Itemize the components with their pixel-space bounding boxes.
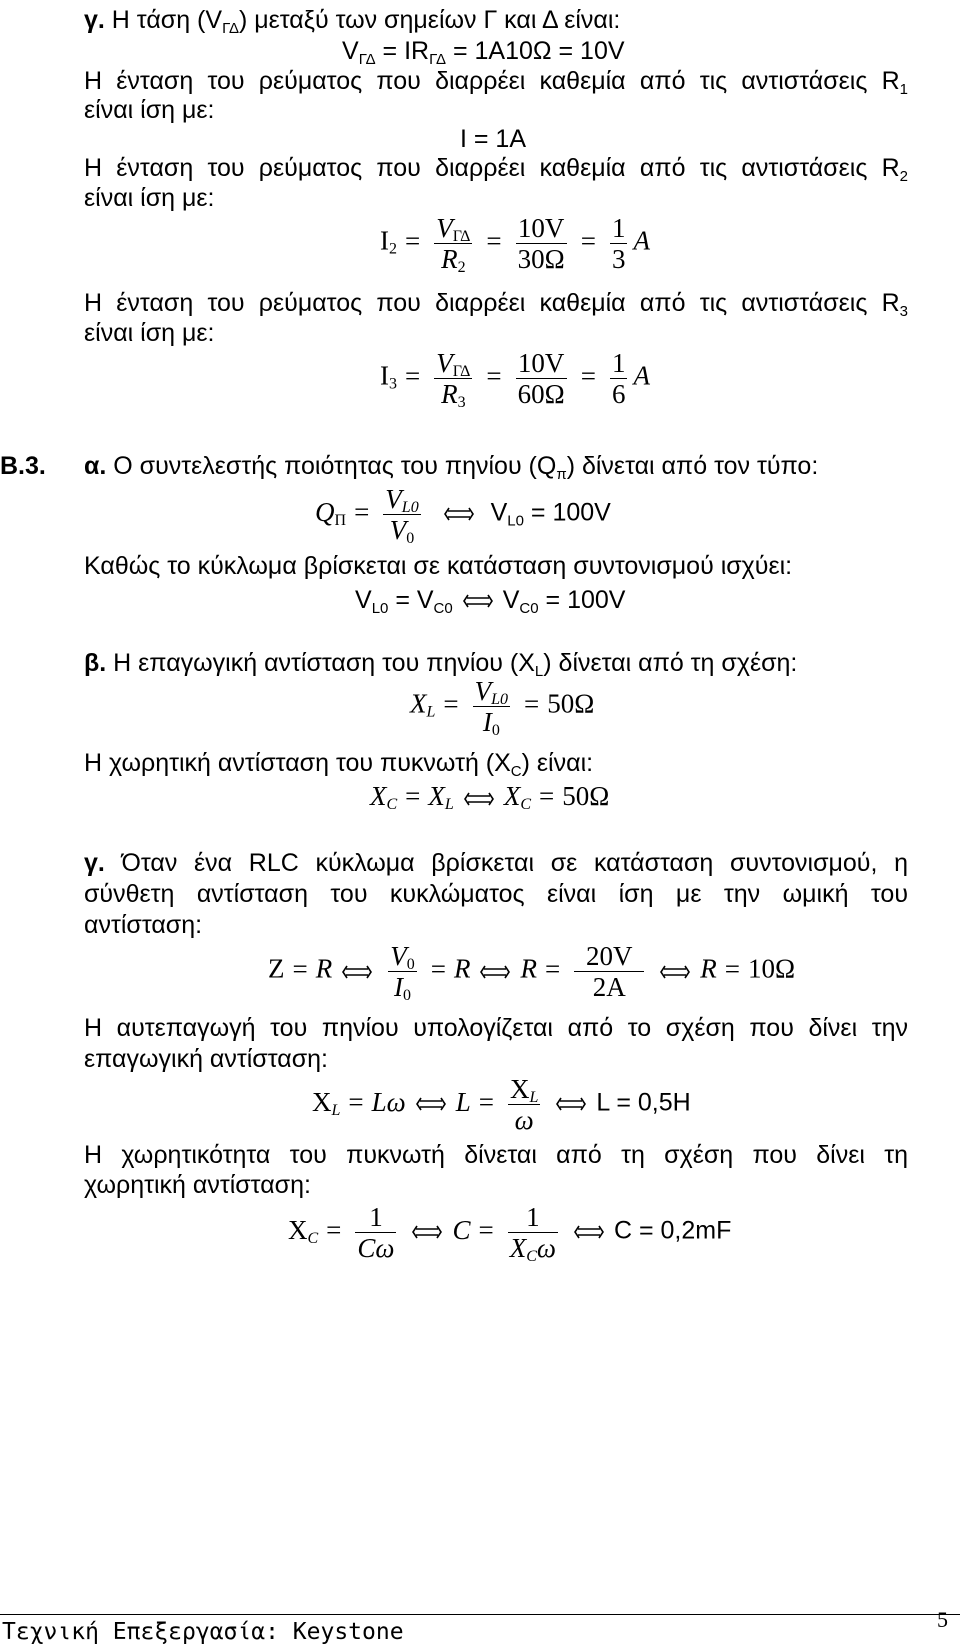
double-arrow-icon [412,1224,442,1240]
double-arrow-icon [444,506,474,522]
double-arrow-icon [416,1096,446,1112]
inductance-text-2: επαγωγική αντίσταση: [84,1045,328,1073]
double-arrow-icon [574,1224,604,1240]
fraction: $\frac{20V}{2A}$ [574,941,644,1002]
page-number: 5 [937,1607,948,1632]
equation-i1: I = 1A [460,125,527,153]
double-arrow-icon [480,964,510,980]
title-line: γ. Η τάση $(V_{\Gamma\Delta})$ μεταξύ των σημείων Γ και Δ είναι: [84,6,621,37]
paragraph-r3: Η ένταση του ρεύματος που διαρρέει καθεμία από τις αντιστάσεις $R_3$ [84,289,908,320]
fraction: $\frac{1}{3}$ [611,213,626,274]
footer-rule [0,1614,960,1615]
item-marker: α. [84,452,107,480]
fraction: $\frac{10V}{30\Omega}$ [517,213,565,274]
beta-line: β. Η επαγωγική αντίσταση του πηνίου $(X_L)$ δίνεται από τη σχέση: [84,649,798,680]
fraction: $\frac{V_{L0}}{V_0}$ [385,484,419,547]
double-arrow-icon [463,593,493,609]
double-arrow-icon [342,964,372,980]
equation-i2: $I_2$ = $\frac{V_{\Gamma\Delta}}{R_2}$ = $\frac{10V}{30\Omega}$ = $\frac{1}{3}$ A [380,213,650,276]
capacitive-text: Η χωρητική αντίσταση του πυκνωτή $(X_C)$ είναι: [84,749,594,780]
paragraph-r2: Η ένταση του ρεύματος που διαρρέει καθεμία από τις αντιστάσεις $R_2$ [84,154,908,185]
fraction: $\frac{10V}{60\Omega}$ [517,348,565,409]
resonance-text: Καθώς το κύκλωμα βρίσκεται σε κατάσταση συντονισμού ισχύει: [84,552,793,580]
equation-xc: $X_C = X_L$ $X_C = 50\Omega$ [370,781,610,813]
gamma-line-3: αντίσταση: [84,911,203,939]
equation-i3: $I_3$ = $\frac{V_{\Gamma\Delta}}{R_3}$ = $\frac{10V}{60\Omega}$ = $\frac{1}{6}$ A [380,348,650,411]
paragraph-r1: Η ένταση του ρεύματος που διαρρέει καθεμία από τις αντιστάσεις $R_1$ [84,67,908,98]
paragraph-r1-cont: είναι ίση με: [84,96,215,124]
item-marker: γ. [84,849,105,877]
footer-credit: Τεχνική Επεξεργασία: Keystone [2,1619,404,1645]
equation-c: $X_C$ = $\frac{1}{C\omega}$ C = $\frac{1}{X_C\omega}$ C = 0,2mF [288,1202,732,1265]
fraction: $\frac{1}{X_C\omega}$ [509,1202,556,1265]
equation-z: Z = R $\frac{V_0}{I_0}$ = R R = $\frac{20V}{2A}$ R = 10Ω [268,941,796,1004]
section-label: Β.3. [0,452,46,480]
double-arrow-icon [660,964,690,980]
equation-v-gd: $V_{\Gamma\Delta} = IR_{\Gamma\Delta} = 1A10\Omega = 10V$ [342,37,625,68]
equation-vc: $V_{L0} = V_{C0}$ $V_{C0} = 100V$ [355,586,626,617]
inductance-text: Η αυτεπαγωγή του πηνίου υπολογίζεται από το σχέση που δίνει την [84,1014,908,1042]
gamma-line: γ. Όταν ένα RLC κύκλωμα βρίσκεται σε κατάσταση συντονισμού, η [84,849,908,877]
fraction: $\frac{V_{\Gamma\Delta}}{R_2}$ [436,213,471,276]
paragraph-r2-cont: είναι ίση με: [84,184,215,212]
double-arrow-icon [556,1096,586,1112]
fraction: $\frac{V_{\Gamma\Delta}}{R_3}$ [436,348,471,411]
equation-l: $X_L = L\omega$ L = $\frac{X_L}{\omega}$ L = 0,5H [312,1074,691,1135]
fraction: $\frac{1}{C\omega}$ [357,1202,395,1263]
equation-q: $Q_\Pi$ = $\frac{V_{L0}}{V_0}$ $V_{L0} = 100V$ [315,484,611,547]
alpha-line: α. Ο συντελεστής ποιότητας του πηνίου $(Q_\pi)$ δίνεται από τον τύπο: [84,452,819,483]
fraction: $\frac{1}{6}$ [611,348,626,409]
gamma-line-2: σύνθετη αντίσταση του κυκλώματος είναι ίση με την ωμική του [84,880,908,908]
item-marker: β. [84,649,107,677]
capacitance-text: Η χωρητικότητα του πυκνωτή δίνεται από τη σχέση που δίνει τη [84,1141,908,1169]
fraction: $\frac{V_0}{I_0}$ [390,941,415,1004]
item-marker: γ. [84,6,105,34]
fraction: $\frac{X_L}{\omega}$ [510,1074,539,1135]
fraction: $\frac{V_{L0}}{I_0}$ [474,676,509,739]
double-arrow-icon [464,791,494,807]
paragraph-r3-cont: είναι ίση με: [84,319,215,347]
equation-xl: $X_L$ = $\frac{V_{L0}}{I_0}$ = 50Ω [410,676,595,739]
capacitance-text-2: χωρητική αντίσταση: [84,1171,311,1199]
